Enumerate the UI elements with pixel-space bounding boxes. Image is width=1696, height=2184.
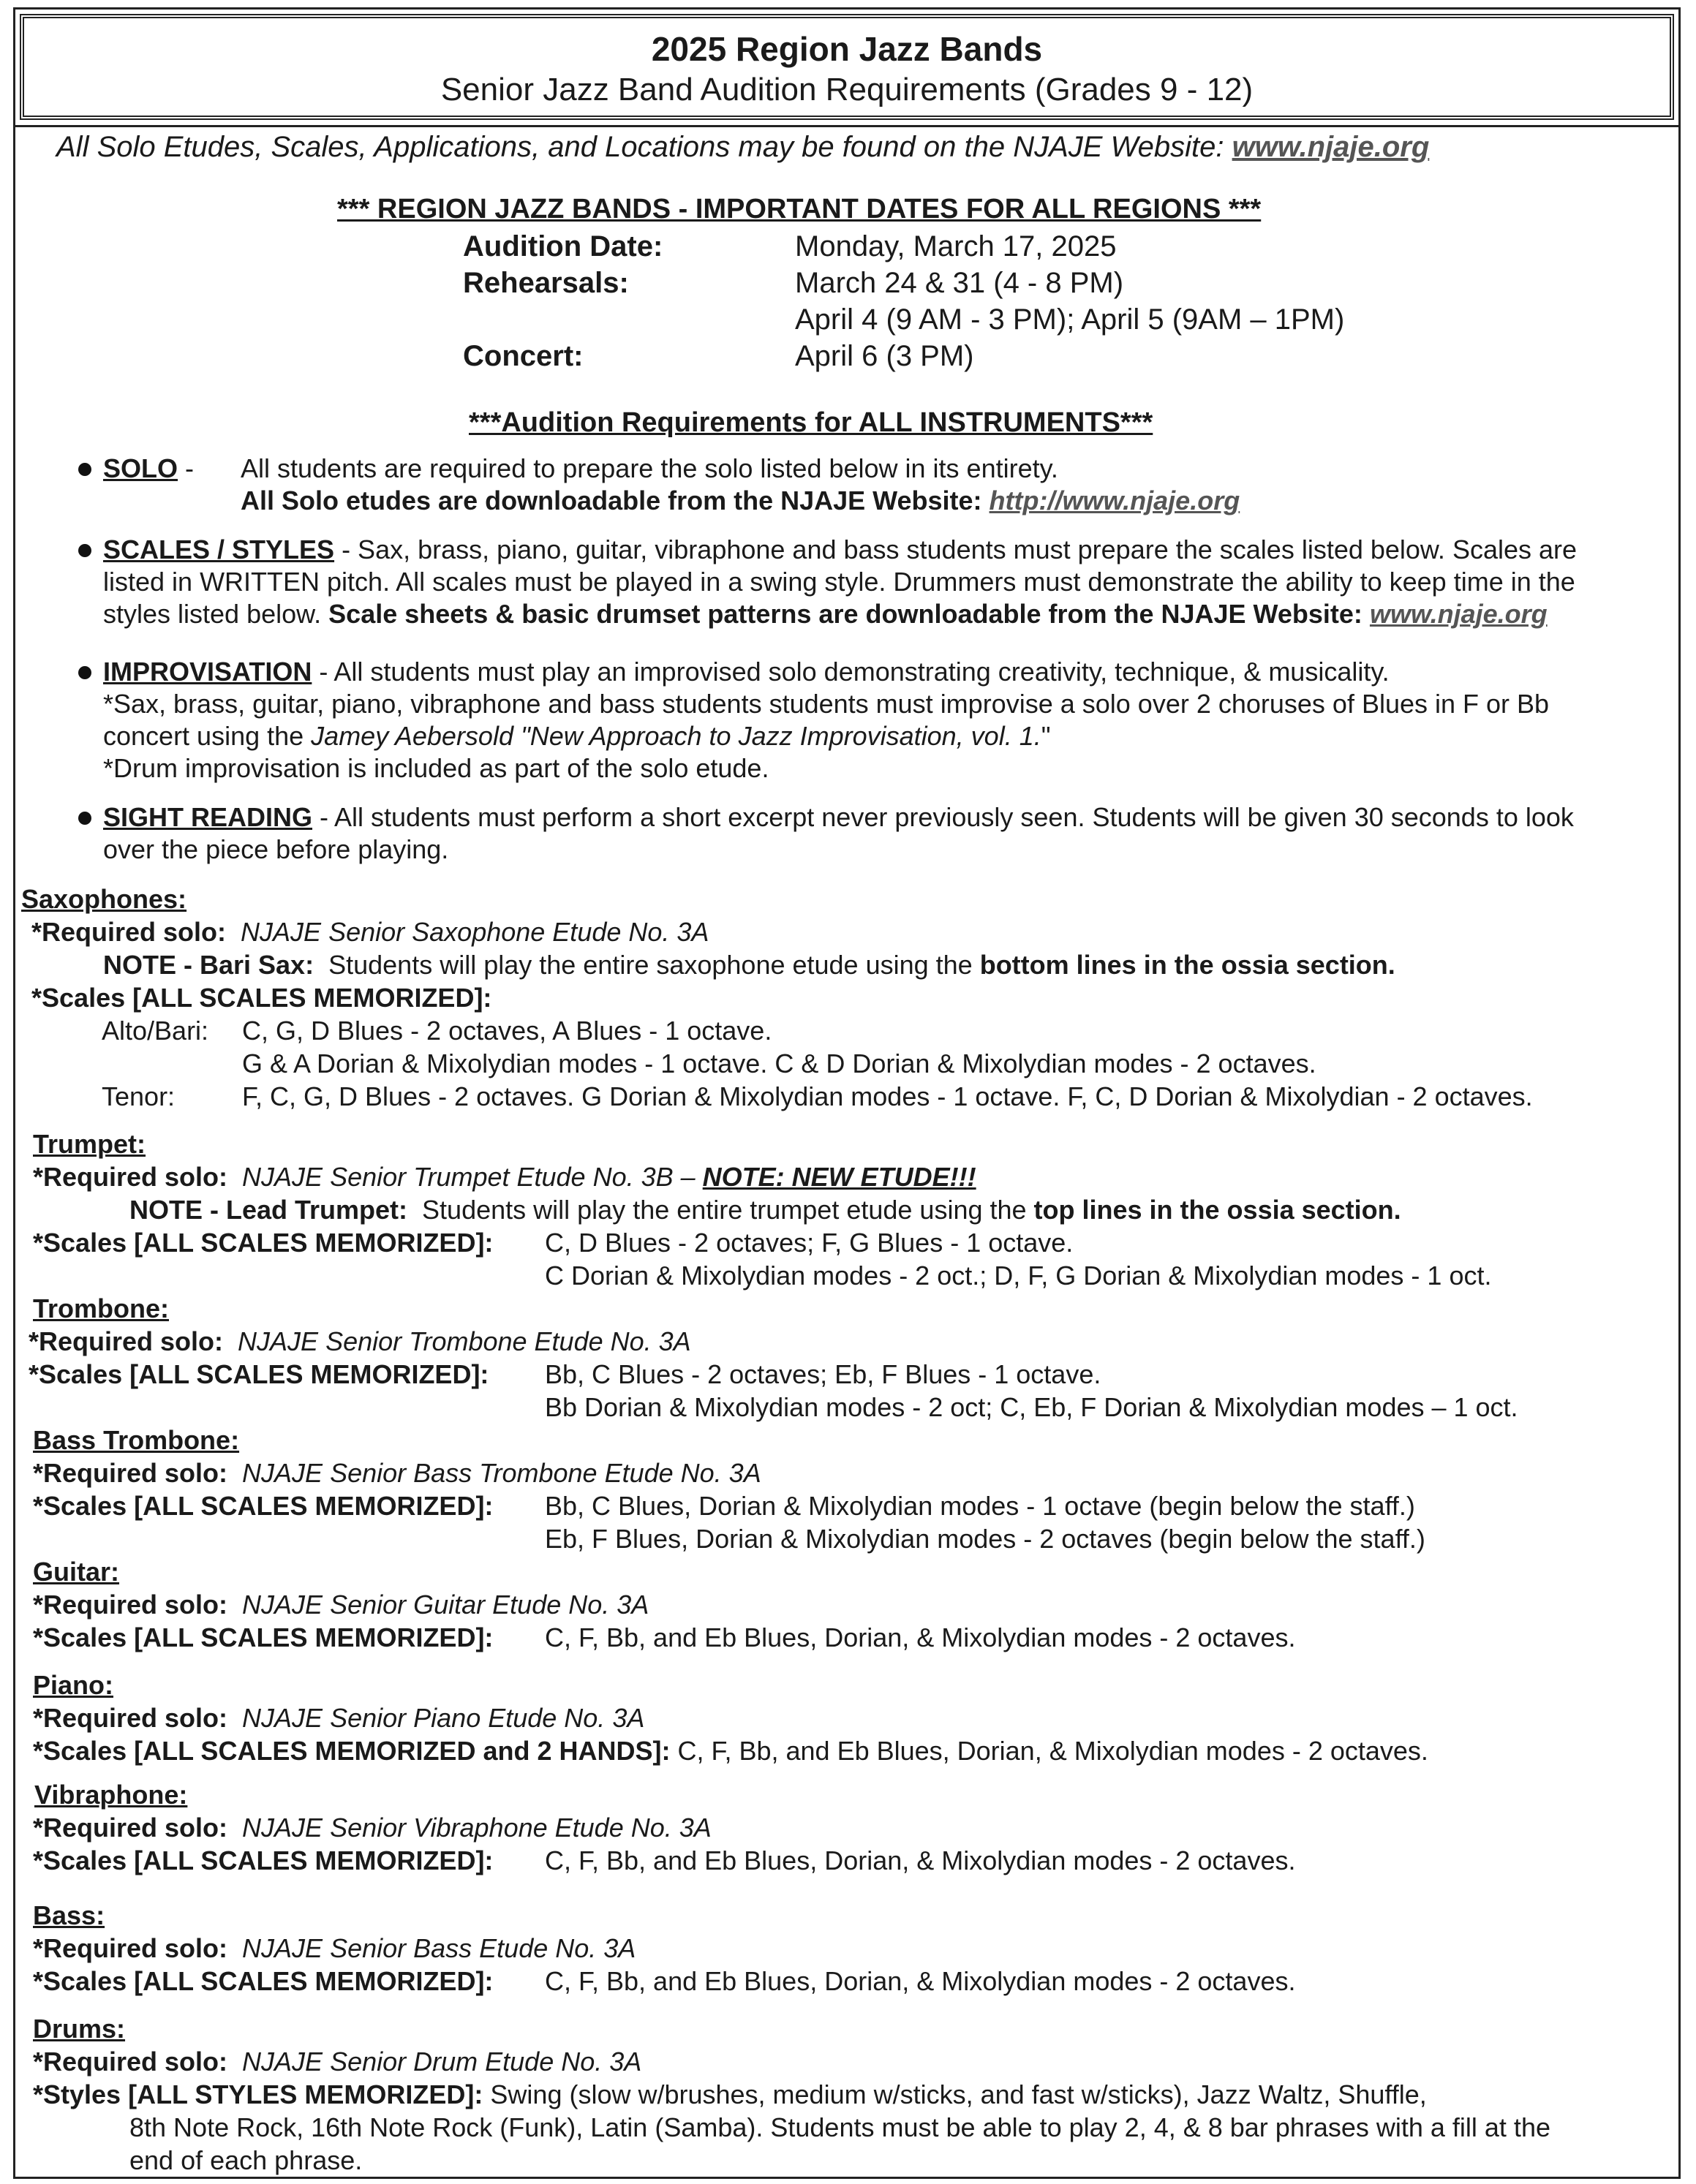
trumpet-note-row: NOTE - Lead Trumpet: Students will play the entire trumpet etude using the top lines in the ossia section.: [129, 1195, 1401, 1225]
page-title: 2025 Region Jazz Bands: [651, 30, 1043, 68]
bass-trombone-scales-2: Eb, F Blues, Dorian & Mixolydian modes - 2 octaves (begin below the staff.): [545, 1524, 1425, 1554]
rehearsals-label: Rehearsals:: [463, 267, 629, 299]
audition-date-value: Monday, March 17, 2025: [795, 230, 1117, 262]
improv-line-4: *Drum improvisation is included as part of the solo etude.: [103, 753, 769, 783]
solo-line-2: [241, 485, 1240, 517]
scales-line-1: SCALES / STYLES - Sax, brass, piano, guitar, vibraphone and bass students must prepare the scales listed below. Scales are: [103, 534, 1578, 564]
sax-tenor-1: F, C, G, D Blues - 2 octaves. G Dorian & Mixolydian modes - 1 octave. F, C, D Dorian & Mixolydian - 2 octaves.: [242, 1081, 1533, 1111]
improv-line-2: *Sax, brass, guitar, piano, vibraphone and bass students students must improvise a solo over 2 choruses of Blues in F or Bb: [103, 689, 1550, 719]
dates-heading: *** REGION JAZZ BANDS - IMPORTANT DATES FOR ALL REGIONS ***: [337, 194, 1262, 224]
bass-trombone-heading: Bass Trombone:: [33, 1425, 240, 1455]
intro-text: All Solo Etudes, Scales, Applications, and Locations may be found on the NJAJE Website:: [56, 131, 1224, 163]
title-box: [20, 14, 1674, 120]
bass-scales-1: C, F, Bb, and Eb Blues, Dorian, & Mixolydian modes - 2 octaves.: [545, 1966, 1296, 1996]
drums-solo-row: *Required solo: NJAJE Senior Drum Etude No. 3A: [33, 2047, 642, 2077]
sax-solo-row: *Required solo: NJAJE Senior Saxophone Etude No. 3A: [31, 917, 709, 947]
bullet-icon: [78, 666, 91, 679]
trumpet-scales-2: C Dorian & Mixolydian modes - 2 oct.; D, F, G Dorian & Mixolydian modes - 1 oct.: [545, 1261, 1492, 1291]
bass-trombone-scales-label: *Scales [ALL SCALES MEMORIZED]:: [33, 1491, 494, 1521]
bass-solo-row: *Required solo: NJAJE Senior Bass Etude No. 3A: [33, 1933, 636, 1963]
improv-label: IMPROVISATION: [103, 657, 312, 687]
trombone-scales-1: Bb, C Blues - 2 octaves; Eb, F Blues - 1 octave.: [545, 1359, 1101, 1389]
rehearsals-value-2: April 4 (9 AM - 3 PM); April 5 (9AM – 1PM): [795, 303, 1345, 336]
header-divider: [15, 125, 1678, 127]
rehearsals-value-1: March 24 & 31 (4 - 8 PM): [795, 267, 1124, 299]
guitar-scales-label: *Scales [ALL SCALES MEMORIZED]:: [33, 1622, 494, 1652]
sight-line-2: over the piece before playing.: [103, 834, 449, 864]
piano-scales-row: *Scales [ALL SCALES MEMORIZED and 2 HANDS]: C, F, Bb, and Eb Blues, Dorian, & Mixolydian modes - 2 octaves.: [33, 1736, 1428, 1766]
sax-scales-label: *Scales [ALL SCALES MEMORIZED]:: [31, 983, 492, 1013]
bullet-icon: [78, 463, 91, 476]
bullet-icon: [78, 812, 91, 825]
vibraphone-solo-row: *Required solo: NJAJE Senior Vibraphone Etude No. 3A: [33, 1813, 712, 1843]
sax-altobari-2: G & A Dorian & Mixolydian modes - 1 octave. C & D Dorian & Mixolydian modes - 2 octaves.: [242, 1048, 1316, 1078]
sax-heading: Saxophones:: [21, 884, 187, 914]
sax-altobari-label: Alto/Bari:: [102, 1016, 209, 1046]
scales-line-3: styles listed below. Scale sheets & basic drumset patterns are downloadable from the NJAJE Website: www.njaje.org: [103, 599, 1548, 629]
improv-line-1: IMPROVISATION - All students must play an improvised solo demonstrating creativity, technique, & musicality.: [103, 657, 1390, 687]
new-etude-note: NOTE: NEW ETUDE!!!: [702, 1162, 976, 1192]
piano-heading: Piano:: [33, 1670, 114, 1700]
bass-scales-label: *Scales [ALL SCALES MEMORIZED]:: [33, 1966, 494, 1996]
trumpet-scales-1: C, D Blues - 2 octaves; F, G Blues - 1 octave.: [545, 1228, 1074, 1258]
audition-date-label: Audition Date:: [463, 230, 663, 262]
improv-line-3: concert using the Jamey Aebersold "New Approach to Jazz Improvisation, vol. 1.": [103, 721, 1051, 751]
scales-link[interactable]: www.njaje.org: [1369, 599, 1548, 629]
drums-styles-3: end of each phrase.: [129, 2145, 363, 2175]
solo-line-2-text: All Solo etudes are downloadable from the NJAJE Website:: [241, 485, 982, 515]
bass-trombone-solo-row: *Required solo: NJAJE Senior Bass Trombone Etude No. 3A: [33, 1458, 761, 1488]
page-subtitle: Senior Jazz Band Audition Requirements (Grades 9 - 12): [440, 72, 1254, 107]
drums-styles-row: *Styles [ALL STYLES MEMORIZED]: Swing (slow w/brushes, medium w/sticks, and fast w/sticks), Jazz Waltz, Shuffle,: [33, 2079, 1427, 2109]
vibraphone-heading: Vibraphone:: [34, 1780, 188, 1810]
trumpet-scales-label: *Scales [ALL SCALES MEMORIZED]:: [33, 1228, 494, 1258]
solo-line-1: All students are required to prepare the solo listed below in its entirety.: [241, 453, 1058, 483]
sax-tenor-label: Tenor:: [102, 1081, 176, 1111]
concert-label: Concert:: [463, 340, 584, 372]
scales-label: SCALES / STYLES: [103, 534, 335, 564]
sight-line-1: SIGHT READING - All students must perform a short excerpt never previously seen. Students will be given 30 seconds to look: [103, 802, 1574, 832]
drums-styles-2: 8th Note Rock, 16th Note Rock (Funk), Latin (Samba). Students must be able to play 2, 4, & 8 bar phrases with a fill at the: [129, 2112, 1550, 2142]
requirements-heading: ***Audition Requirements for ALL INSTRUMENTS***: [469, 407, 1153, 438]
guitar-scales-1: C, F, Bb, and Eb Blues, Dorian, & Mixolydian modes - 2 octaves.: [545, 1622, 1296, 1652]
solo-dash: -: [178, 453, 195, 483]
website-link[interactable]: www.njaje.org: [1232, 131, 1430, 163]
guitar-heading: Guitar:: [33, 1557, 120, 1587]
sax-altobari-1: C, G, D Blues - 2 octaves, A Blues - 1 octave.: [242, 1016, 772, 1046]
bullet-icon: [78, 544, 91, 557]
sight-label: SIGHT READING: [103, 802, 313, 832]
solo-link[interactable]: http://www.njaje.org: [989, 485, 1240, 515]
concert-value: April 6 (3 PM): [795, 340, 974, 372]
document-page: [13, 7, 1681, 2179]
bass-trombone-scales-1: Bb, C Blues, Dorian & Mixolydian modes - 1 octave (begin below the staff.): [545, 1491, 1415, 1521]
trombone-scales-label: *Scales [ALL SCALES MEMORIZED]:: [29, 1359, 489, 1389]
solo-label: SOLO: [103, 453, 178, 483]
guitar-solo-row: *Required solo: NJAJE Senior Guitar Etude No. 3A: [33, 1590, 649, 1620]
piano-solo-row: *Required solo: NJAJE Senior Piano Etude No. 3A: [33, 1703, 645, 1733]
drums-heading: Drums:: [33, 2014, 126, 2044]
sax-note-row: NOTE - Bari Sax: Students will play the entire saxophone etude using the bottom lines in the ossia section.: [103, 950, 1395, 980]
trombone-heading: Trombone:: [33, 1293, 169, 1323]
vibraphone-scales-1: C, F, Bb, and Eb Blues, Dorian, & Mixolydian modes - 2 octaves.: [545, 1845, 1296, 1875]
bass-heading: Bass:: [33, 1900, 105, 1930]
vibraphone-scales-label: *Scales [ALL SCALES MEMORIZED]:: [33, 1845, 494, 1875]
solo-label-row: [103, 453, 194, 485]
trumpet-heading: Trumpet:: [33, 1129, 146, 1159]
scales-line-2: listed in WRITTEN pitch. All scales must be played in a swing style. Drummers must demonstrate the ability to keep time in the: [103, 567, 1575, 597]
intro-line: [56, 129, 1429, 165]
trombone-solo-row: *Required solo: NJAJE Senior Trombone Etude No. 3A: [29, 1326, 691, 1356]
trumpet-solo-row: *Required solo: NJAJE Senior Trumpet Etude No. 3B – NOTE: NEW ETUDE!!!: [33, 1162, 976, 1192]
trombone-scales-2: Bb Dorian & Mixolydian modes - 2 oct; C, Eb, F Dorian & Mixolydian modes – 1 oct.: [545, 1392, 1518, 1422]
